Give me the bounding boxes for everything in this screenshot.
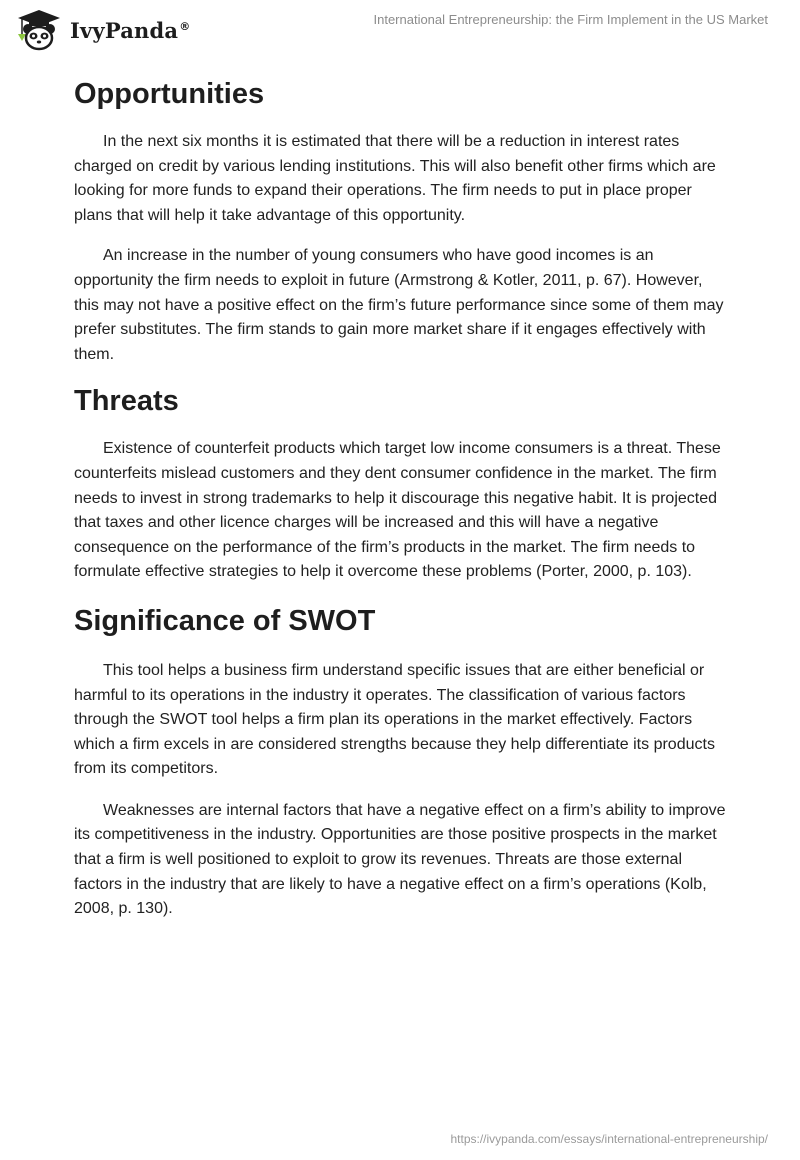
ivypanda-logo[interactable] [14, 8, 190, 52]
paragraph: An increase in the number of young consumers who have good incomes is an opportunity the firm needs to exploit in future (Armstrong & Kotler, 2011, p. 67). However, this may not have a positive effect on the firm’s future performance since some of them may prefer substitutes. The firm stands to gain more market share if it engages effectively with them. [74, 247, 724, 363]
source-url-link[interactable]: https://ivypanda.com/essays/international-entrepreneurship/ [450, 1132, 768, 1146]
panda-graduate-icon [14, 8, 64, 52]
section-heading-significance-of-swot: Significance of SWOT [74, 604, 376, 637]
registered-mark: ® [179, 19, 191, 33]
paragraph: In the next six months it is estimated that there will be a reduction in interest rates charged on credit by various lending institutions. This will also benefit other firms which are looking for more funds to expand their operations. The firm needs to put in place proper plans that will help it take advantage of this opportunity. [74, 133, 716, 224]
paragraph: Weaknesses are internal factors that have a negative effect on a firm’s ability to improve its competitiveness in the industry. Opportunities are those positive prospects in the market that a firm is well positioned to exploit to grow its revenues. Threats are those external factors in the industry that are likely to have a negative effect on a firm’s operations (Kolb, 2008, p. 130). [74, 801, 726, 918]
page-header [0, 0, 800, 60]
paragraph: This tool helps a business firm understand specific issues that are either beneficial or harmful to its operations in the industry it operates. The classification of various factors through the SWOT tool helps a firm plan its operations in the market effectively. Factors which a firm excels in are considered strengths because they help differentiate its products from its competitors. [74, 661, 715, 778]
essay-content [74, 68, 726, 922]
paragraph: Existence of counterfeit products which target low income consumers is a threat. These counterfeits mislead customers and they dent consumer confidence in the market. The firm needs to invest in strong trademarks to help it discourage this negative habit. It is projected that taxes and other licence charges will be increased and this will have a negative consequence on the performance of the firm’s products in the market. The firm needs to formulate effective strategies to help it overcome these problems (Porter, 2000, p. 103). [74, 440, 721, 581]
section-heading-threats: Threats [74, 385, 179, 418]
document-title: International Entrepreneurship: the Firm Implement in the US Market [373, 12, 768, 27]
logo-text: IvyPanda® [70, 17, 191, 43]
section-heading-opportunities: Opportunities [74, 78, 265, 110]
